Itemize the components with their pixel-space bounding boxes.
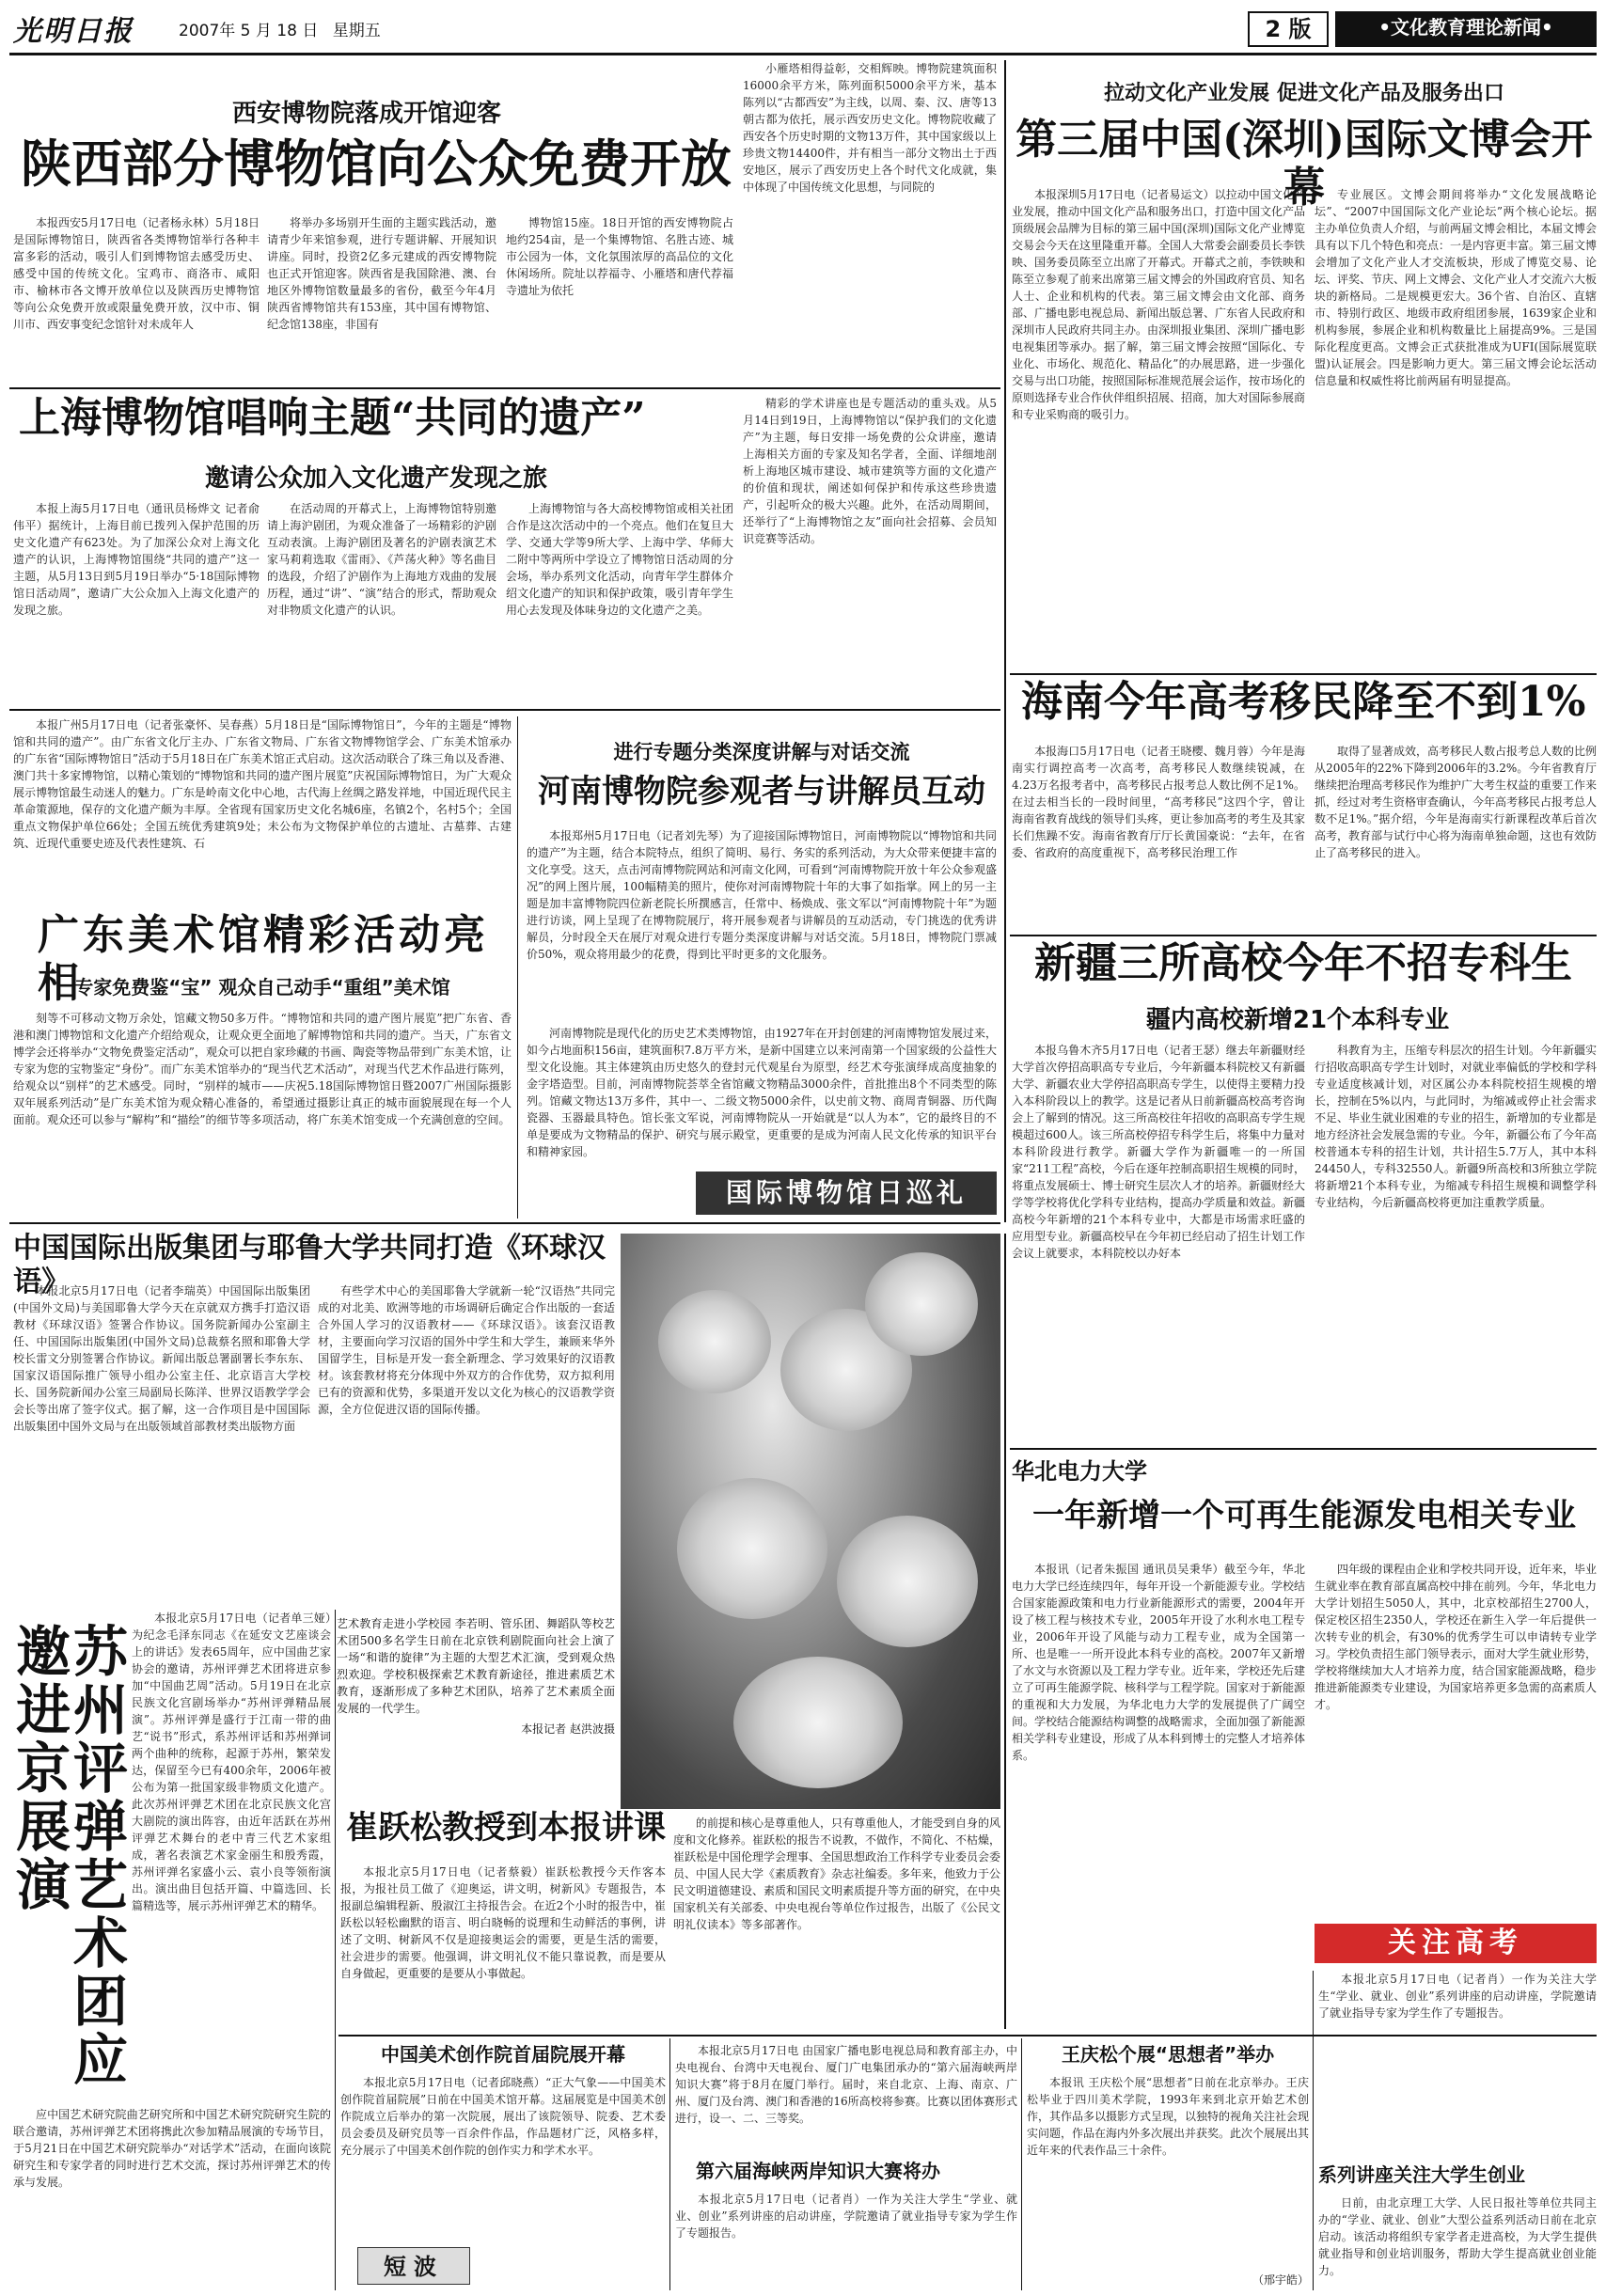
hanyu-col-1: [13, 1282, 310, 1602]
hainan-col-2: [1315, 743, 1597, 929]
date-text: 2007年 5 月 18 日: [179, 22, 319, 40]
xian-col-2: [267, 214, 496, 380]
shanghai-col-2: [267, 500, 496, 701]
shanghai-col-1-text: 本报上海5月17日电（通讯员杨烨文 记者俞伟平）据统计，上海目前已拨列入保护范围的历史文化遗产有623处。为了加深公众对上海文化遗产的认识，上海博物馆围绕“共同的遗产”这一主题，从5月13日到5月19日举办“5·18国际博物馆日活动周”，邀请广大公众加入上海文化遗产的发现之旅。: [13, 502, 260, 617]
children-performance-photo: [621, 1234, 1000, 1809]
henan-headline: 河南博物院参观者与讲解员互动: [538, 773, 985, 810]
xian-col-1: [13, 214, 260, 380]
xinjiang-col-1: [1012, 1042, 1305, 1442]
newspaper-logo: 光明日报: [13, 15, 134, 48]
quiz-headline: 第六届海峡两岸知识大赛将办: [696, 2160, 940, 2182]
hanyu-col-2-text: 有些学术中心的美国耶鲁大学就新一轮“汉语热”共同完成的对北美、欧洲等地的市场调研后确定合作出版的一套适合外国人学习的汉语教材——《环球汉语》。该套汉语教材，主要面向学习汉语的国外中学生和大学生，兼顾来华外国留学生，目标是开发一套全新理念、学习效果好的汉语教材。该套教材将充分体现中外双方的合作优势，双方拟利用已有的资源和优势，多渠道开发以文化为核心的汉语教学资源，全方位促进汉语的国际传播。: [318, 1284, 615, 1416]
henan-col-1: [527, 827, 997, 1021]
cui-col-2: [673, 1815, 1000, 2029]
guangdong-subhead: 专家免费鉴“宝” 观众自己动手“重组”美术馆: [74, 976, 450, 999]
photo-dancer-3: [865, 1252, 978, 1356]
huabei-col-1-text: 本报讯（记者朱振国 通讯员吴秉华）截至今年，华北电力大学已经连续四年，每年开设一个新能源专业。学校结合国家能源政策和电力行业新能源形式的需要，2004年开设了核工程与核技术专业，2005年开设了水利水电工程专业，2006年开设了风能与动力工程专业，成为全国第一所、也是唯一一所开设此本科专业的高校。2007年又新增了水文与水资源以及工程力学专业。近年来，学校还先后建立了可再生能源学院、核科学与工程学院。国家对于新能源的重视和大力发展，为华北电力大学的发展提供了广阔空间。学校结合能源结构调整的战略需求，全面加强了新能源相关学科专业建设，形成了从本科到博士的完整人才培养体系。: [1012, 1563, 1306, 1762]
xinjiang-col-1-text: 本报乌鲁木齐5月17日电（记者王瑟）继去年新疆财经大学首次停招高职高专专业后，今年新疆本科院校又有新疆大学、新疆农业大学停招高职高专学生，以使得主要精力投入本科阶段以上的教学。这是记者从日前新疆高校高考咨询会上了解到的情况。这三所高校往年招收的高职高专学生规模超过600人。该三所高校停招专科学生后，将集中力量对本科阶段进行教学。新疆大学作为新疆唯一的一所国家“211工程”高校，今后在逐年控制高职招生规模的同时，将重点发展硕士、博士研究生层次人才的培养。新疆财经大学等学校将优化学科专业结构，提高办学质量和效益。新疆高校今年新增的21个本科专业中，大都是市场需求旺盛的应用型专业。新疆高校早在今年初已经启动了招生计划工作会议上就要求，本科院校以办好本: [1012, 1044, 1306, 1260]
shanghai-col-4-text: 精彩的学术讲座也是专题活动的重头戏。从5月14日到19日，上海博物馆以“保护我们的文化遗产”为主题，每日安排一场免费的公众讲座，邀请上海相关方面的专家及知名学者，全面、详细地剖析上海地区城市建设、城市建筑等方面的文化遗产的价值和现状，阐述如何保护和传承这些珍贵遗产，引起听众的极大兴趣。此外，在活动周期间，还举行了“上海博物馆之友”面向社会招募、会员知识竞赛等活动。: [743, 397, 997, 545]
henan-kicker: 进行专题分类深度讲解与对话交流: [613, 741, 910, 763]
wang-headline: 王庆松个展“思想者”举办: [1061, 2043, 1275, 2066]
hainan-col-1-text: 本报海口5月17日电（记者王晓樱、魏月蓉）今年是海南实行调控高考一次高考，高考移民人数继续锐减，在4.23万名报考者中，高考移民占报考总人数比例不足1%。在过去相当长的一段时间里，“高考移民”这四个字，曾让海南省教育战线的领导们头疼，更让参加高考的考生及其家长们焦躁不安。海南省教育厅厅长黄国豪说：“去年，在省委、省政府的高度重视下，高考移民治理工作: [1012, 745, 1306, 859]
rule-xian-bottom: [9, 387, 1000, 389]
rule-left-middle: [9, 1222, 1000, 1224]
photo-dancer-5: [837, 1516, 978, 1647]
page-number-box: 2 版: [1248, 11, 1329, 47]
henan-col-2: [527, 1025, 997, 1166]
cui-headline: 崔跃松教授到本报讲课: [346, 1809, 666, 1847]
xian-col-4: [743, 60, 997, 380]
broadcast-brief: [675, 2042, 1017, 2155]
hainan-headline: 海南今年高考移民降至不到1%: [1021, 678, 1586, 726]
exhibition-headline: 中国美术创作院首届院展开幕: [381, 2043, 625, 2066]
masthead-rule: [9, 53, 1597, 55]
column-divider: [1004, 60, 1006, 1222]
henan-col-1-text: 本报郑州5月17日电（记者刘先琴）为了迎接国际博物馆日，河南博物院以“博物馆和共同的遗产”为主题，结合本院特点，组织了简明、易行、务实的系列活动，为大众带来便捷丰富的文化享受。这天，点击河南博物院网站和河南文化网，可看到“河南博物院开放十年公众参观盛况”的网上图片展，100幅精美的照片，使你对河南博物院十年的大事了如指掌。网上的另一主题是加丰富博物院四位新老院长所撰感言，任常中、杨焕成、张文军以“河南博物院十年”为题进行访谈，网上呈现了在博物院展厅，将开展参观者与讲解员的互动活动，专门挑选的优秀讲解员，分时段全天在展厅对观众进行专题分类深度讲解与对话交流。5月18日，博物院门票减价50%，观众将用最少的花费，得到比平时更多的文化服务。: [527, 829, 997, 961]
rule-shanghai-bottom: [9, 709, 1000, 711]
photo-dancer-6: [733, 1657, 903, 1788]
guangdong-intro: [13, 716, 512, 901]
hanyu-col-2: [318, 1282, 615, 1602]
shanghai-col-3-text: 上海博物馆与各大高校博物馆或相关社团合作是这次活动中的一个亮点。他们在复旦大学、交通大学等9所大学、上海中学、华师大二附中等两所中学设立了博物馆日活动周的分会场，举办系列文化活动，向青年学生群体介绍文化遗产的知识和保护政策，吸引青年学生用心去发现及体味身边的文化遗产之美。: [506, 502, 733, 617]
shenzhen-col-2: [1315, 186, 1597, 668]
wang-brief-text: 本报讯 王庆松个展“思想者”日前在北京举办。王庆松毕业于四川美术学院，1993年来到北京开始艺术创作，其作品多以摄影方式呈现，以独特的视角关注社会现实问题，作品在海内外多次展出并获奖。此次个展展出其近年来的代表作品三十余件。: [1027, 2076, 1310, 2157]
suzhou-divider: [335, 1610, 336, 2290]
xian-col-3: [506, 214, 733, 380]
exhibition-brief: [340, 2074, 666, 2240]
photo-caption-credit: 本报记者 赵洪波摄: [521, 1722, 615, 1736]
series-headline: 系列讲座关注大学生创业: [1318, 2163, 1525, 2186]
suzhou-col-1: [132, 1610, 331, 2102]
series-intro-text: 本报北京5月17日电（记者肖）一作为关注大学生“学业、就业、创业”系列讲座的启动讲座，学院邀请了就业指导专家为学生作了专题报告。: [1318, 1973, 1597, 2020]
henan-col-2-text: 河南博物院是现代化的历史艺术类博物馆，由1927年在开封创建的河南博物馆发展过来，如今占地面积156亩，建筑面积7.8万平方米，是新中国建立以来河南第一个国家级的公益性大型文化设施。其主体建筑由历史悠久的登封元代观星台为原型，经艺术夸张演绎成高度抽象的金字塔造型。目前，河南博物院荟萃全省馆藏文物精品3000余件，首批推出8个不同类型的陈列。馆藏文物达13万多件，其中一、二级文物5000余件，以史前文物、商周青铜器、历代陶瓷器、玉器最具特色。馆长张文军说，河南博物院从一开始就是“以人为本”，它的最终目的不单是要成为文物精品的保护、研究与展示殿堂，更重要的是成为河南人民文化传承的知识平台和精神家园。: [527, 1027, 997, 1158]
guangdong-intro-text: 本报广州5月17日电（记者张豪怀、吴春燕）5月18日是“国际博物馆日”，今年的主题是“博物馆和共同的遗产”。由广东省文化厅主办、广东省文物局、广东省文物博物馆学会、广东美术馆承办的广东省“国际博物馆日”活动于5月18日在广东美术馆正式启动。这次活动联合了珠三角以及香港、澳门共十多家博物馆，以精心策划的“博物馆和共同的遗产图片展览”庆祝国际博物馆日，为广大观众展示博物馆最生动迷人的魅力。广东是岭南文化中心地，古代海上丝绸之路发祥地，中国近现代民主革命策源地，保存的文化遗产颇为丰厚。全省现有国家历史文化名城6座，名镇2个，名村5个；全国重点文物保护单位66处；全国五统优秀建筑9处；未公布为文物保护单位的古遗址、古墓葬、古建筑、近现代重要史迹及代表性建筑、石: [13, 718, 512, 850]
suzhou-col-2-text: 应中国艺术研究院曲艺研究所和中国艺术研究院研究生院的联合邀请，苏州评弹艺术团将携此次参加精品展演的专场节目，于5月21日在中国艺术研究院举办“对话学术”活动，在面向该院研究生和专家学者的同时进行艺术交流，探讨苏州评弹艺术的传承与发展。: [13, 2108, 331, 2189]
xinjiang-headline: 新疆三所高校今年不招专科生: [1034, 939, 1572, 987]
huabei-headline: 一年新增一个可再生能源发电相关专业: [1032, 1497, 1576, 1534]
cui-col-1-text: 本报北京5月17日电（记者蔡毅）崔跃松教授今天作客本报，为报社员工做了《迎奥运，讲文明，树新风》专题报告，本报副总编辑程新、殷淑江主持报告会。在近2个小时的报告中，崔跃松以轻松幽默的语言、明白晓畅的说理和生动鲜活的事例，讲述了文明、树新风不仅是迎接奥运会的需要，更是生活的需要，社会进步的需要。他强调，讲文明礼仪不能只靠说教，而是要从自身做起，更重要的是要从小事做起。: [340, 1865, 666, 1980]
suzhou-col-1-text: 本报北京5月17日电（记者单三娅）为纪念毛泽东同志《在延安文艺座谈会上的讲话》发表65周年，应中国曲艺家协会的邀请，苏州评弹艺术团将进京参加“中国曲艺周”活动。5月19日在北京民族文化宫剧场举办“苏州评弹精品展演”。苏州评弹是盛行于江南一带的曲艺“说书”形式，系苏州评话和苏州弹词两个曲种的统称，起源于苏州，繁荣发达，保留至今已有400余年，2006年被公布为第一批国家级非物质文化遗产。此次苏州评弹艺术团在北京民族文化宫大剧院的演出阵容，由近年活跃在苏州评弹艺术舞台的老中青三代艺术家组成，著名表演艺术家金丽生和殷秀霞，苏州评弹名家盛小云、袁小良等领衔演出。演出曲目包括开篇、中篇选回、长篇精选等，展示苏州评弹艺术的精华。: [132, 1612, 331, 1912]
cui-col-2-text: 的前提和核心是尊重他人，只有尊重他人，才能受到自身的风度和文化修养。崔跃松的报告不说教，不做作，不简化、不枯燥，崔跃松是中国伦理学会理事、全国思想政治工作科学专业委员会委员、中国人民大学《素质教育》杂志社编委。多年来，他致力于公民文明道德建设、素质和国民文明素质提升等方面的研究，在中央国家机关有关部委、中央电视台等单位作过报告，出版了《公民文明礼仪读本》等多部著作。: [673, 1816, 1001, 1931]
shenzhen-col-2-text: 专业展区。文博会期间将举办“文化发展战略论坛”、“2007中国国际文化产业论坛”两个核心论坛。据主办单位负责人介绍，与前两届文博会相比，本届文博会具有以下几个特色和亮点：一是内容更丰富。第三届文博会增加了文化产业人才交流板块，形成了博览交易、论坛、评奖、节庆、网上文博会、文化产业人才交流六大板块的新格局。二是规模更宏大。36个省、自治区、直辖市、特别行政区、地级市政府组团参展，1639家企业和机构参展，参展企业和机构数量比上届提高9%。三是国际化程度更高。文博会正式获批准成为UFI(国际展览联盟)认证展会。四是影响力更大。第三届文博会论坛活动信息量和权威性将比前两届有明显提高。: [1315, 188, 1598, 387]
photo-caption: [337, 1615, 615, 1794]
xian-headline: 陕西部分博物馆向公众免费开放: [21, 134, 732, 194]
wang-brief: [1027, 2074, 1309, 2272]
series-intro: [1318, 1971, 1597, 2159]
photo-dancer-4: [677, 1478, 827, 1619]
hainan-col-1: [1012, 743, 1305, 929]
weekday-text: 星期五: [332, 22, 381, 40]
brief-divider-2: [1021, 2038, 1022, 2290]
shanghai-col-3: [506, 500, 733, 701]
guangdong-body: [13, 1010, 512, 1219]
brief-divider-3: [1313, 1971, 1314, 2290]
xian-col-2-text: 将举办多场别开生面的主题实践活动，邀请青少年来馆参观，进行专题讲解、开展知识讲座。同时，投资2亿多元建成的西安博物院也正式开馆迎客。陕西省是我国除港、澳、台地区外博物馆数量最多的省份，截至今年4月陕西省博物馆共有153座，其中国有博物馆、纪念馆138座，非国有: [267, 216, 496, 331]
xian-col-1-text: 本报西安5月17日电（记者杨永林）5月18日是国际博物馆日，陕西省各类博物馆举行各种丰富多彩的活动，吸引人们到博物馆去感受历史、感受中国的传统文化。宝鸡市、商洛市、咸阳市、榆林市各文博开放单位以及陕西历史博物馆等向公众免费开放或限量免费开放，汉中市、铜川市、西安事变纪念馆针对未成年人: [13, 216, 260, 331]
rule-xinjiang-bottom: [1010, 1448, 1597, 1450]
photo-dancer-1: [658, 1290, 771, 1393]
museum-day-banner: 国际博物馆日巡礼: [696, 1172, 997, 1215]
gaokao-banner: 关注高考: [1315, 1924, 1597, 1963]
guangdong-headline: 广东美术馆精彩活动亮相: [38, 911, 489, 1007]
huabei-col-2-text: 四年级的课程由企业和学校共同开设，近年来，毕业生就业率在教育部直属高校中排在前列。今年，华北电力大学计划招生5050人，其中，北京校部招生2700人，保定校区招生2350人，学校还在新生入学一年后提供一次转专业的机会，有30%的优秀学生可以申请转专业学习。学校负责招生部门领导表示，面对大学生就业形势，学校将继续加大人才培养力度，结合国家能源战略，稳步推进新能源类专业建设，为国家培养更多急需的高素质人才。: [1315, 1563, 1598, 1711]
cui-col-1: [340, 1864, 666, 2029]
suzhou-col-2: [13, 2106, 331, 2290]
rule-shenzhen-bottom: [1010, 673, 1597, 675]
xian-kicker: 西安博物院落成开馆迎客: [231, 100, 501, 128]
shenzhen-col-1-text: 本报深圳5月17日电（记者易运文）以拉动中国文化产业发展，推动中国文化产品和服务出口，打造中国文化产品顶级展会品牌为目标的第三届中国(深圳)国际文化产业博览交易会今天在这里隆重开幕。全国人大常委会副委员长李铁映、国务委员陈至立出席了开幕式。开幕式之前，李铁映和陈至立参观了前来出席第三届文博会的外国政府官员、知名人士、企业和机构的代表。第三届文博会由文化部、商务部、广播电影电视总局、新闻出版总署、广东省人民政府和深圳市人民政府共同主办。由深圳报业集团、深圳广播电影电视集团等承办。据了解，第三届文博会按照“国际化、专业化、市场化、规范化、精品化”的办展思路，进一步强化交易与出口功能，按照国际标准规范展会运作，按市场化的原则选择专业合作伙伴组织招展、招商，加大对国际参展商和专业采购商的吸引力。: [1012, 188, 1306, 421]
series-body: [1318, 2194, 1597, 2290]
cui-huabei-divider: [1004, 1234, 1006, 2029]
shortwave-tag: 短波: [357, 2247, 470, 2285]
rule-hainan-bottom: [1010, 935, 1597, 936]
huabei-col-2: [1315, 1561, 1597, 1916]
hainan-col-2-text: 取得了显著成效，高考移民人数占报考总人数的比例从2005年的22%下降到2006年的3.2%。今年省教育厅继续把治理高考移民作为维护广大考生权益的重要工作来抓，经过对考生资格审查确认，今年高考移民占报考总人数不足1%。”据介绍，今年是海南实行新课程改革后首次高考，教育部与试行中心将为海南单独命题，这也有效防止了高考移民的进入。: [1315, 745, 1598, 859]
shanghai-subhead: 邀请公众加入文化遗产发现之旅: [204, 464, 547, 493]
quiz-continued-text: 本报北京5月17日电（记者肖）一作为关注大学生“学业、就业、创业”系列讲座的启动讲座，学院邀请了就业指导专家为学生作了专题报告。: [675, 2193, 1017, 2240]
guangdong-body-text: 刻等不可移动文物万余处，馆藏文物50多万件。“博物馆和共同的遗产图片展览”把广东省、香港和澳门博物馆和文化遗产介绍给观众，让观众更全面地了解博物馆和共同的遗产。当天，广东省文博学会还将举办“文物免费鉴定活动”，观众可以把自家珍藏的书画、陶瓷等物品带到广东美术馆，让专家为您的宝物鉴定“身份”。而广东美术馆举办的“现当代艺术活动”，对现当代艺术作品进行陈列，给观众以“别样”的艺术感受。同时，“别样的城市——庆祝5.18国际博物馆日暨2007广州国际摄影双年展系列活动”是广东美术馆为观众精心准备的，希望通过摄影让真正的城市面貌展现在每一个人面前。观众还可以参与“解构”和“描绘”的细节等多项活动，将广东美术馆变成一个充满创意的空间。: [13, 1012, 512, 1126]
shenzhen-headline: 第三届中国(深圳)国际文博会开幕: [1016, 116, 1593, 212]
series-body-text: 日前，由北京理工大学、人民日报社等单位共同主办的“学业、就业、创业”大型公益系列活动日前在北京启动。该活动将组织专家学者走进高校，为大学生提供就业指导和创业培训服务，帮助大学生提高就业创业能力。: [1318, 2196, 1597, 2277]
exhibition-brief-text: 本报北京5月17日电（记者邱晓燕）“正大气象——中国美术创作院首届院展”日前在中国美术馆开幕。这届展览是中国美术创作院成立后举办的第一次院展，展出了该院领导、院委、艺术委员会委员及研究员等一百余件作品，作品题材广泛，风格多样，充分展示了中国美术创作院的创作实力和学术水平。: [340, 2076, 666, 2157]
shanghai-col-4: [743, 395, 997, 701]
shanghai-col-2-text: 在活动周的开幕式上，上海博物馆特别邀请上海沪剧团，为观众准备了一场精彩的沪剧互动表演。上海沪剧团及著名的沪剧表演艺术家马莉莉选取《雷雨》、《芦荡火种》等名曲目的选段，介绍了沪剧作为上海地方戏曲的发展历程，通过“讲”、“演”结合的形式，帮助观众对非物质文化遗产的认识。: [267, 502, 496, 617]
shenzhen-col-1: [1012, 186, 1305, 668]
quiz-continued: [675, 2191, 1017, 2290]
broadcast-brief-text: 本报北京5月17日电 由国家广播电影电视总局和教育部主办，中央电视台、台湾中天电视台、厦门广电集团承办的“第六届海峡两岸知识大赛”将于8月在厦门举行。届时，来自北京、上海、南京、广州、厦门及台湾、澳门和香港的16所高校将参赛。比赛以团体赛形式进行，设一、二、三等奖。: [675, 2044, 1017, 2125]
wang-credit: （邢宇皓）: [1252, 2273, 1309, 2287]
section-title-box: •文化教育理论新闻•: [1335, 11, 1597, 47]
shanghai-col-1: [13, 500, 260, 701]
hanyu-col-1-text: 本报北京5月17日电（记者李瑞英）中国国际出版集团(中国外文局)与美国耶鲁大学今天在京就双方携手打造汉语教材《环球汉语》签署合作协议。国务院新闻办公室副主任、中国国际出版集团(中国外文局)总裁蔡名照和耶鲁大学校长雷文分别签署合作协议。新闻出版总署副署长李东东、国家汉语国际推广领导小组办公室主任、北京语言大学校长、国务院新闻办公室三局副局长陈洋、世界汉语教学学会会长等出席了签字仪式。据了解，这一合作项目是中国国际出版集团中国外文局与在出版领域首部教材类出版物方面: [13, 1284, 310, 1433]
xinjiang-col-2: [1315, 1042, 1597, 1442]
suzhou-vertical-headline: 苏州评弹艺术团应邀进京展演: [7, 1623, 128, 2089]
huabei-kicker: 华北电力大学: [1012, 1458, 1147, 1485]
xian-col-4-text: 小雁塔相得益彰，交相辉映。博物院建筑面积16000余平方米，陈列面积5000余平方米，基本陈列以“古都西安”为主线，以周、秦、汉、唐等13朝古都为依托，展示西安历史文化。博物院收藏了西安各个历史时期的文物13万件，其中国家级以上珍贵文物14400件，并有相当一部分文物出土于西安地区，展示了西安历史上各个时代文化成就，集中体现了中国传统文化思想，与同院的: [743, 62, 997, 194]
xinjiang-subhead: 疆内高校新增21个本科专业: [1145, 1006, 1450, 1034]
brief-divider-1: [669, 2038, 670, 2290]
guangdong-henan-divider: [517, 716, 518, 1219]
huabei-col-1: [1012, 1561, 1305, 1986]
shanghai-headline: 上海博物馆唱响主题“共同的遗产”: [19, 394, 646, 442]
shenzhen-kicker: 拉动文化产业发展 促进文化产品及服务出口: [1104, 82, 1504, 105]
xian-col-3-text: 博物馆15座。18日开馆的西安博物院占地约254亩，是一个集博物馆、名胜古迹、城市公园为一体，文化氛围浓厚的高品位的文化休闲场所。院址以荐福寺、小雁塔和唐代荐福寺遗址为依托: [506, 216, 733, 297]
hanyu-headline: 中国国际出版集团与耶鲁大学共同打造《环球汉语》: [13, 1232, 606, 1298]
xinjiang-col-2-text: 科教育为主，压缩专科层次的招生计划。今年新疆实行招收高职高专学生计划时，对就业率偏低的学校和学科专业适度核减计划，对区属公办本科院校招生规模的增长，控制在5%以内，与此同时，为缩减或停止社会需求不足、毕业生就业困难的专业的招生，新增加的专业都是地方经济社会发展急需的专业。今年，新疆公布了今年高校普通本专科的招生计划，共计招生5.7万人，其中本科24450人，专科32550人。新疆9所高校和3所独立学院将新增21个本科专业，为缩减专科招生规模和调整学科专业结构，今后新疆高校将更加注重教学质量。: [1315, 1044, 1598, 1209]
photo-caption-text: 艺术教育走进小学校园 李若明、管乐团、舞蹈队等校艺术团500多名学生日前在北京铁利剧院面向社会上演了一场“和谐的旋律”为主题的大型艺术汇演，受到观众热烈欢迎。学校积极探索艺术教育新途径，推进素质艺术教育，逐渐形成了多种艺术团队，培养了艺术素质全面发展的一代学生。: [337, 1617, 615, 1715]
issue-date: [179, 17, 423, 41]
